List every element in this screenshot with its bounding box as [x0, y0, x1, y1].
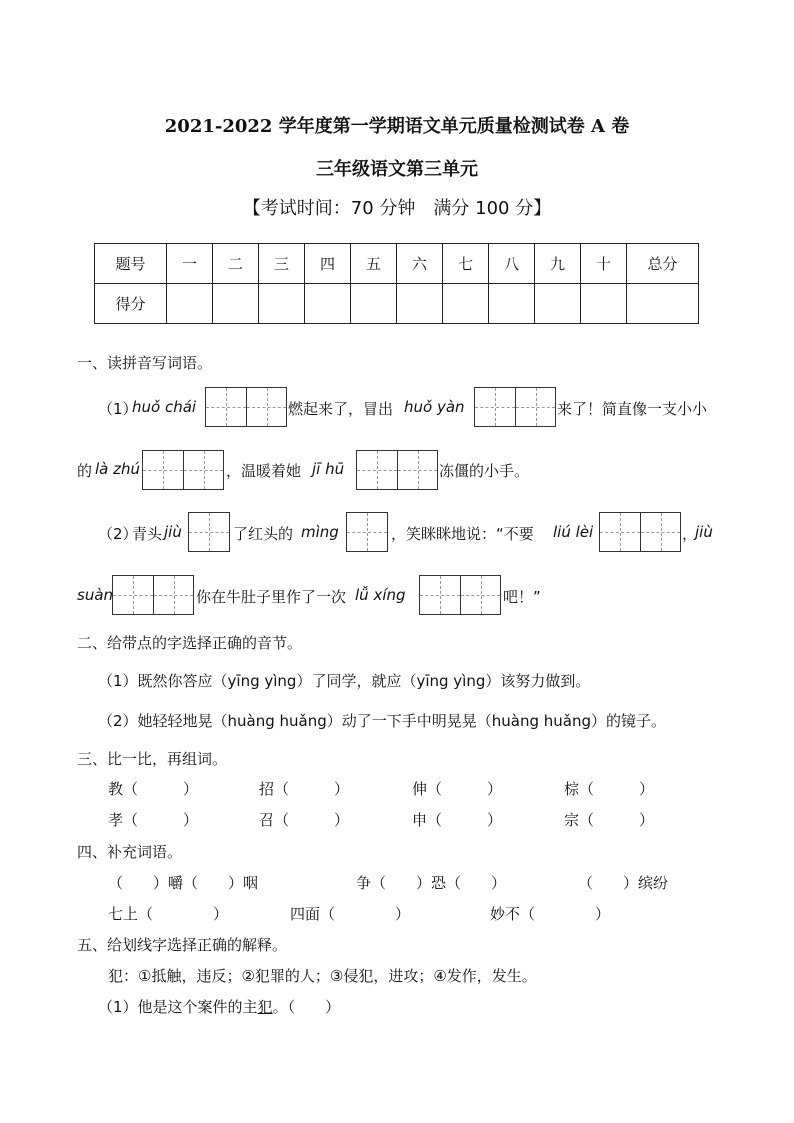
question-text-pre: （1）他是这个案件的主: [98, 998, 258, 1016]
pinyin: lǚ xíng: [355, 586, 406, 604]
word-item: 孝（ ）: [108, 811, 199, 829]
table-cell: 三: [259, 244, 305, 284]
score-cell[interactable]: [443, 284, 489, 324]
table-cell: 六: [397, 244, 443, 284]
word-item: 伸（ ）: [412, 780, 503, 798]
question-text: 青头: [132, 525, 163, 543]
pinyin: huǒ chái: [132, 398, 197, 416]
table-cell: 八: [489, 244, 535, 284]
question-text-post: 。（ ）: [272, 998, 341, 1016]
question-text: ，笑眯眯地说：“不要: [391, 525, 534, 543]
question-text: ，: [682, 525, 698, 543]
word-item: 争（ ）恐（ ）: [356, 874, 507, 892]
table-cell: 题号: [95, 244, 167, 284]
question-text: 你在牛肚子里作了一次: [196, 588, 347, 606]
table-cell: 九: [535, 244, 581, 284]
definition-text: 犯：①抵触，违反；②犯罪的人；③侵犯，进攻；④发作，发生。: [108, 967, 537, 985]
word-item: 四面（ ）: [290, 905, 411, 923]
score-table: [94, 243, 699, 324]
word-item: 宗（ ）: [564, 811, 655, 829]
section-2-heading: 二、给带点的字选择正确的音节。: [77, 634, 303, 652]
score-cell[interactable]: [213, 284, 259, 324]
pinyin: liú lèi: [553, 523, 594, 541]
writing-grid[interactable]: [205, 387, 287, 427]
writing-grid[interactable]: [142, 450, 224, 490]
underlined-char: 犯: [257, 998, 273, 1016]
pinyin: suàn: [77, 586, 114, 604]
exam-info: 【考试时间：70 分钟 满分 100 分】: [242, 198, 552, 219]
writing-grid[interactable]: [474, 387, 556, 427]
question-text: 来了！简直像一支小小: [557, 400, 708, 418]
score-cell[interactable]: [489, 284, 535, 324]
pinyin: mìng: [301, 523, 339, 541]
word-item: 棕（ ）: [564, 780, 655, 798]
section-1-heading: 一、读拼音写词语。: [77, 354, 213, 372]
writing-grid[interactable]: [188, 512, 230, 552]
question-text: 了红头的: [233, 525, 294, 543]
question-text: （1）既然你答应（yīng yìng）了同学，就应（yīng yìng）该努力做到。: [98, 672, 591, 690]
writing-grid[interactable]: [599, 512, 681, 552]
score-table-score-row: [95, 284, 699, 324]
question-number: （1）: [98, 400, 138, 418]
question-text: 冻僵的小手。: [439, 462, 530, 480]
word-item: 妙不（ ）: [490, 905, 611, 923]
score-cell[interactable]: [397, 284, 443, 324]
score-cell[interactable]: [351, 284, 397, 324]
question-text: 燃起来了，冒出: [288, 400, 394, 418]
question-number: （2）: [98, 525, 138, 543]
word-item: 申（ ）: [412, 811, 503, 829]
table-cell: 总分: [627, 244, 699, 284]
pinyin: huǒ yàn: [404, 398, 465, 416]
score-cell[interactable]: [259, 284, 305, 324]
word-item: 招（ ）: [259, 780, 350, 798]
section-5-heading: 五、给划线字选择正确的解释。: [77, 936, 288, 954]
score-cell[interactable]: [167, 284, 213, 324]
table-cell: 一: [167, 244, 213, 284]
question-text: 吧！”: [503, 588, 541, 606]
table-cell: 得分: [95, 284, 167, 324]
pinyin: là zhú: [95, 460, 141, 478]
score-cell[interactable]: [535, 284, 581, 324]
word-item: （ ）缤纷: [578, 874, 669, 892]
word-item: 教（ ）: [108, 780, 199, 798]
score-cell[interactable]: [627, 284, 699, 324]
writing-grid[interactable]: [112, 575, 194, 615]
question-text: [98, 996, 340, 1017]
score-cell[interactable]: [581, 284, 627, 324]
pinyin: jī hū: [312, 460, 345, 478]
writing-grid[interactable]: [419, 575, 501, 615]
table-cell: 二: [213, 244, 259, 284]
question-text: ，温暖着她: [226, 462, 302, 480]
pinyin: jiù: [695, 523, 713, 541]
table-cell: 十: [581, 244, 627, 284]
word-item: （ ）嚼（ ）咽: [108, 874, 259, 892]
question-text: （2）她轻轻地晃（huàng huǎng）动了一下手中明晃晃（huàng huǎng）的镜子。: [98, 712, 667, 730]
question-text: 的: [77, 462, 93, 480]
pinyin: jiù: [164, 523, 182, 541]
section-4-heading: 四、补充词语。: [77, 843, 183, 861]
score-cell[interactable]: [305, 284, 351, 324]
word-item: 召（ ）: [259, 811, 350, 829]
writing-grid[interactable]: [356, 450, 438, 490]
page-subtitle: 三年级语文第三单元: [316, 159, 478, 180]
score-table-header-row: [95, 244, 699, 284]
table-cell: 七: [443, 244, 489, 284]
word-item: 七上（ ）: [108, 905, 229, 923]
writing-grid[interactable]: [346, 512, 388, 552]
table-cell: 四: [305, 244, 351, 284]
page-title: 2021-2022 学年度第一学期语文单元质量检测试卷 A 卷: [164, 116, 630, 137]
section-3-heading: 三、比一比，再组词。: [77, 750, 228, 768]
table-cell: 五: [351, 244, 397, 284]
